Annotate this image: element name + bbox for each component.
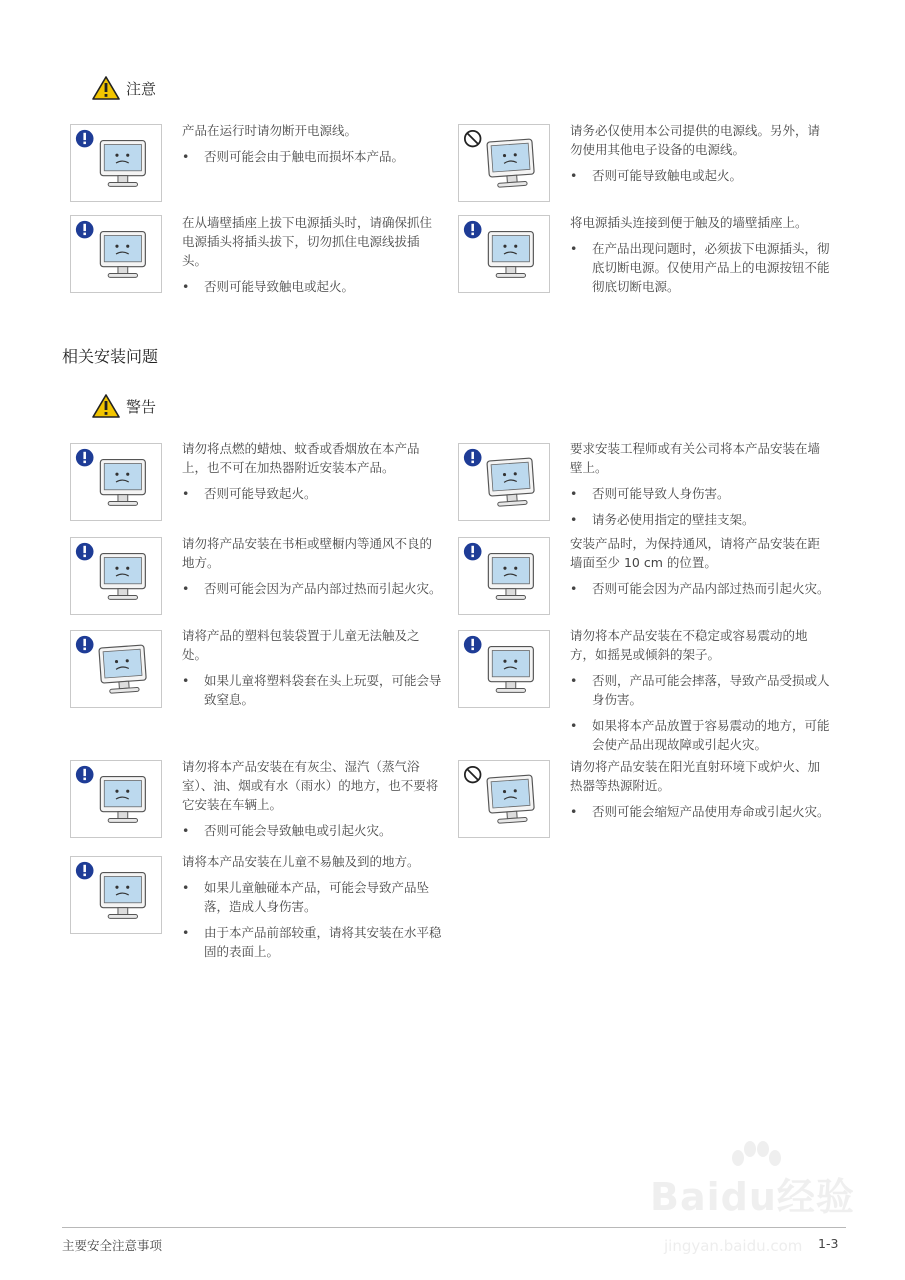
bullet-marker: •	[182, 925, 190, 940]
bullet-marker: •	[182, 149, 190, 164]
illustration-thumbnail	[458, 537, 550, 615]
exclamation-icon	[76, 766, 94, 784]
safety-item	[570, 534, 832, 598]
bullet-marker: •	[182, 581, 190, 596]
page-number: 1-3	[818, 1236, 839, 1251]
safety-instruction: 将电源插头连接到便于触及的墙壁插座上。	[570, 215, 808, 230]
bullet-marker: •	[570, 512, 578, 527]
bullet-text: 由于本产品前部较重，请将其安装在水平稳固的表面上。	[204, 925, 442, 959]
exclamation-icon	[464, 543, 482, 561]
safety-instruction: 要求安装工程师或有关公司将本产品安装在墙壁上。	[570, 441, 821, 475]
bullet-marker: •	[182, 279, 190, 294]
bullet-point	[182, 671, 444, 709]
bullet-text: 否则可能会缩短产品使用寿命或引起火灾。	[592, 804, 830, 819]
monitor-illustration	[99, 645, 147, 694]
exclamation-icon	[76, 543, 94, 561]
safety-item	[182, 626, 444, 709]
monitor-illustration	[100, 232, 145, 278]
monitor-illustration	[100, 777, 145, 823]
illustration-thumbnail	[458, 443, 550, 521]
bullet-point	[182, 878, 444, 916]
bullet-marker: •	[570, 241, 578, 256]
bullet-text: 否则可能会因为产品内部过热而引起火灾。	[204, 581, 442, 596]
bullet-marker: •	[570, 486, 578, 501]
safety-item	[182, 852, 444, 961]
bullet-text: 如果将本产品放置于容易震动的地方，可能会使产品出现故障或引起火灾。	[592, 718, 830, 752]
safety-instruction: 请勿将产品安装在书柜或壁橱内等通风不良的地方。	[182, 536, 433, 570]
safety-instruction: 请勿将产品安装在阳光直射环境下或炉火、加热器等热源附近。	[570, 759, 821, 793]
bullet-text: 否则可能会因为产品内部过热而引起火灾。	[592, 581, 830, 596]
safety-instruction: 请将本产品安装在儿童不易触及到的地方。	[182, 854, 420, 869]
warning-triangle-icon	[92, 76, 120, 100]
bullet-marker: •	[182, 673, 190, 688]
bullet-point	[182, 147, 444, 166]
bullet-point	[182, 821, 444, 840]
exclamation-icon	[464, 221, 482, 239]
monitor-illustration	[487, 139, 535, 188]
bullet-text: 如果儿童将塑料袋套在头上玩耍，可能会导致窒息。	[204, 673, 442, 707]
illustration-thumbnail	[70, 124, 162, 202]
bullet-point	[570, 239, 832, 296]
caution-heading	[92, 76, 156, 100]
bullet-marker: •	[570, 718, 578, 733]
safety-item	[182, 439, 444, 503]
watermark-main: Baidu经验	[650, 1175, 855, 1219]
bullet-point	[570, 802, 832, 821]
safety-item	[570, 439, 832, 529]
safety-instruction: 产品在运行时请勿断开电源线。	[182, 123, 358, 138]
safety-item	[182, 757, 444, 840]
monitor-illustration	[488, 232, 533, 278]
illustration-thumbnail	[70, 760, 162, 838]
safety-instruction: 请将产品的塑料包装袋置于儿童无法触及之处。	[182, 628, 420, 662]
safety-instruction: 安装产品时，为保持通风，请将产品安装在距墙面至少 10 cm 的位置。	[570, 536, 821, 570]
bullet-point	[570, 716, 832, 754]
bullet-text: 否则可能会由于触电而损坏本产品。	[204, 149, 405, 164]
safety-instruction: 请勿将本产品安装在有灰尘、湿汽（蒸气浴室）、油、烟或有水（雨水）的地方，也不要将它安装在车辆上。	[182, 759, 439, 812]
monitor-illustration	[100, 141, 145, 187]
bullet-marker: •	[182, 486, 190, 501]
warning-triangle-icon	[92, 394, 120, 418]
illustration-thumbnail	[458, 215, 550, 293]
safety-item	[182, 121, 444, 166]
warning-label: 警告	[126, 397, 157, 416]
illustration-thumbnail	[458, 760, 550, 838]
bullet-text: 否则可能会导致触电或引起火灾。	[204, 823, 392, 838]
bullet-text: 请务必使用指定的壁挂支架。	[592, 512, 755, 527]
footer-divider	[62, 1227, 846, 1228]
safety-item	[570, 626, 832, 754]
bullet-text: 如果儿童触碰本产品，可能会导致产品坠落，造成人身伤害。	[204, 880, 430, 914]
bullet-text: 否则，产品可能会摔落，导致产品受损或人身伤害。	[592, 673, 830, 707]
monitor-illustration	[100, 554, 145, 600]
illustration-thumbnail	[70, 856, 162, 934]
bullet-point	[182, 923, 444, 961]
bullet-point	[570, 484, 832, 503]
safety-item	[182, 534, 444, 598]
watermark-sub: jingyan.baidu.com	[664, 1237, 803, 1255]
bullet-marker: •	[570, 673, 578, 688]
footer-section-name: 主要安全注意事项	[62, 1238, 163, 1253]
safety-instruction: 在从墙壁插座上拔下电源插头时，请确保抓住电源插头将插头拔下，切勿抓住电源线拔插头。	[182, 215, 433, 268]
bullet-point	[570, 671, 832, 709]
bullet-marker: •	[570, 168, 578, 183]
safety-item	[570, 213, 832, 296]
bullet-point	[182, 484, 444, 503]
bullet-point	[570, 166, 832, 185]
baidu-watermark	[640, 1140, 860, 1275]
exclamation-icon	[76, 221, 94, 239]
exclamation-icon	[76, 130, 94, 148]
monitor-illustration	[487, 458, 535, 507]
caution-label: 注意	[126, 79, 157, 98]
prohibition-icon	[465, 131, 481, 147]
bullet-point	[570, 510, 832, 529]
bullet-text: 在产品出现问题时，必须拔下电源插头，彻底切断电源。仅使用产品上的电源按钮不能彻底切断电源。	[592, 241, 830, 294]
bullet-point	[182, 277, 444, 296]
bullet-text: 否则可能导致触电或起火。	[204, 279, 355, 294]
illustration-thumbnail	[70, 630, 162, 708]
exclamation-icon	[76, 449, 94, 467]
bullet-text: 否则可能导致触电或起火。	[592, 168, 743, 183]
exclamation-icon	[464, 636, 482, 654]
bullet-text: 否则可能导致人身伤害。	[592, 486, 730, 501]
safety-item	[570, 757, 832, 821]
illustration-thumbnail	[70, 443, 162, 521]
safety-item	[570, 121, 832, 185]
safety-item	[182, 213, 444, 296]
bullet-marker: •	[570, 581, 578, 596]
bullet-point	[182, 579, 444, 598]
exclamation-icon	[464, 449, 482, 467]
bullet-text: 否则可能导致起火。	[204, 486, 317, 501]
safety-instruction: 请勿将点燃的蜡烛、蚊香或香烟放在本产品上，也不可在加热器附近安装本产品。	[182, 441, 420, 475]
section-title: 相关安装问题	[62, 347, 159, 366]
safety-instruction: 请务必仅使用本公司提供的电源线。另外，请勿使用其他电子设备的电源线。	[570, 123, 821, 157]
illustration-thumbnail	[458, 630, 550, 708]
prohibition-icon	[465, 767, 481, 783]
bullet-point	[570, 579, 832, 598]
monitor-illustration	[488, 554, 533, 600]
illustration-thumbnail	[70, 215, 162, 293]
monitor-illustration	[100, 873, 145, 919]
warning-heading	[92, 394, 156, 418]
exclamation-icon	[76, 636, 94, 654]
monitor-illustration	[488, 647, 533, 693]
bullet-marker: •	[182, 823, 190, 838]
illustration-thumbnail	[70, 537, 162, 615]
illustration-thumbnail	[458, 124, 550, 202]
monitor-illustration	[487, 775, 535, 824]
safety-instruction: 请勿将本产品安装在不稳定或容易震动的地方，如摇晃或倾斜的架子。	[570, 628, 808, 662]
monitor-illustration	[100, 460, 145, 506]
bullet-marker: •	[182, 880, 190, 895]
bullet-marker: •	[570, 804, 578, 819]
exclamation-icon	[76, 862, 94, 880]
